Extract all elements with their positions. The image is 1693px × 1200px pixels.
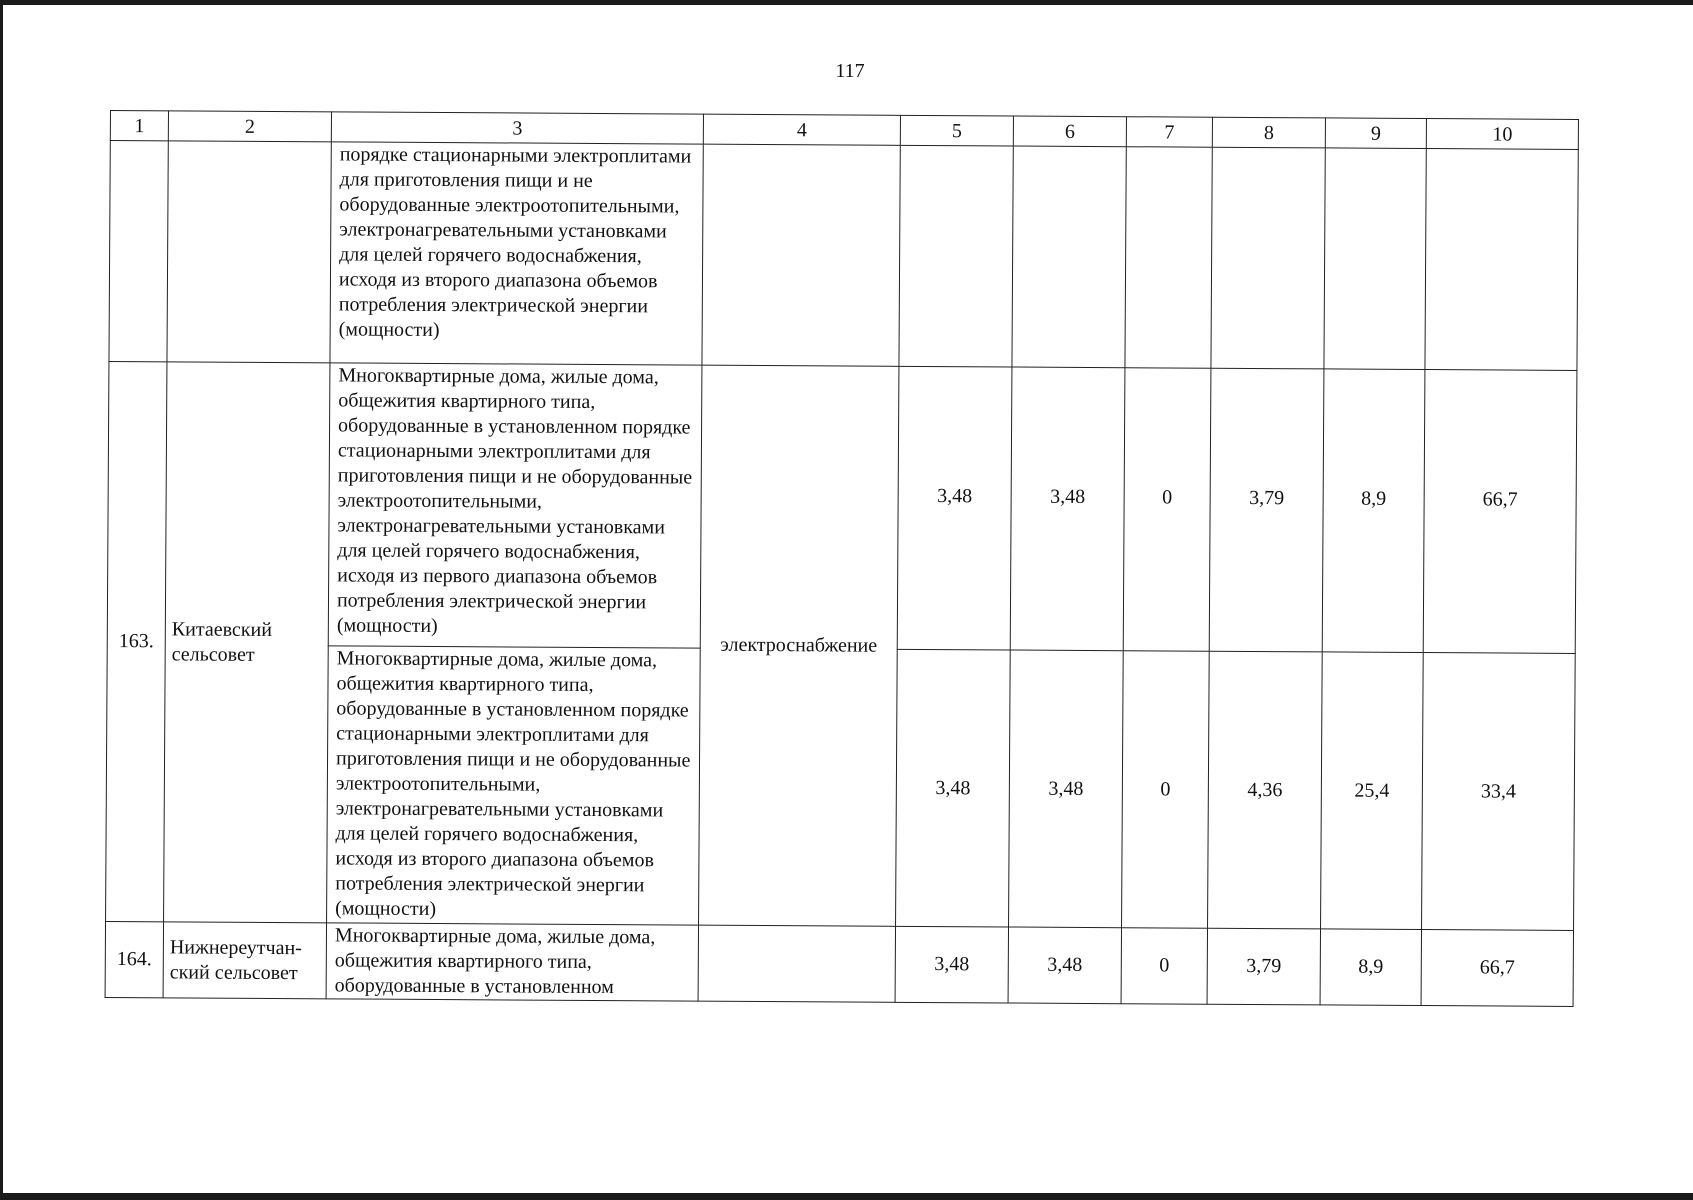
value-cell: 4,36 [1208,651,1323,929]
row-number: 164. [105,921,163,997]
description-cell: порядке стационарными электроплитами для приготовления пищи и не оборудованные электроотопительными, электронагревательными установками для целей горячего водоснабжения, исходя из второго диапазона объемов потребления электрической энергии (мощности) [330,142,703,365]
description-cell: Многоквартирные дома, жилые дома, общежития квартирного типа, оборудованные в установленном порядке стационарными электроплитами для приготовления пищи и не оборудованные электроотопительными, электронагревательными установками для целей горячего водоснабжения, исходя из второго диапазона объемов потребления электрической энергии (мощности) [327,646,701,925]
value-cell: 0 [1121,928,1207,1005]
page-number: 117 [835,60,865,82]
header-cell: 1 [110,111,168,141]
value-cell: 25,4 [1321,652,1424,930]
service-name [698,925,895,1002]
table-cell [899,145,1013,367]
table-row [107,361,1577,653]
value-cell: 0 [1122,651,1210,929]
value-cell: 0 [1123,368,1211,652]
municipality-name: Китаевский сельсовет [164,362,330,923]
table-cell [702,144,900,366]
header-cell: 9 [1325,118,1426,149]
value-cell: 8,9 [1320,929,1421,1006]
table-row [105,921,1573,1006]
value-cell: 3,48 [897,366,1012,650]
tariff-table [105,110,1579,1007]
value-cell: 3,48 [896,649,1011,927]
table-row [109,141,1578,371]
header-cell: 5 [900,115,1013,146]
description-cell: Многоквартирные дома, жилые дома, общежития квартирного типа, оборудованные в установленном [326,923,698,1001]
table-cell [109,141,168,362]
scan-left-edge [0,0,3,1200]
value-cell: 3,48 [1008,927,1121,1004]
table-cell [1425,149,1578,371]
value-cell: 8,9 [1322,369,1425,653]
value-cell: 3,79 [1209,368,1324,652]
municipality-name: Нижнереутчан-ский сельсовет [163,922,326,999]
header-cell: 10 [1426,119,1578,150]
table-cell [1211,147,1325,369]
header-cell: 2 [168,111,331,142]
value-cell: 3,48 [1010,367,1125,651]
row-number: 163. [106,361,167,921]
value-cell: 3,48 [895,926,1008,1003]
table-cell [1012,146,1126,368]
header-cell: 4 [703,114,900,145]
scan-top-edge [0,0,1693,5]
value-cell: 3,79 [1207,928,1320,1005]
header-cell: 6 [1013,116,1126,147]
table-cell [1125,147,1212,369]
value-cell: 66,7 [1423,370,1577,654]
table-cell [1324,148,1426,370]
header-cell: 7 [1126,117,1212,148]
table-cell [167,141,331,363]
header-cell: 8 [1212,117,1325,148]
service-name: электроснабжение [699,365,899,926]
value-cell: 66,7 [1421,930,1573,1007]
value-cell: 3,48 [1009,650,1124,928]
value-cell: 33,4 [1422,653,1576,931]
description-cell: Многоквартирные дома, жилые дома, общежития квартирного типа, оборудованные в установленном порядке стационарными электроплитами для приготовления пищи и не оборудованные электроотопительными, электронагревательными установками для целей горячего водоснабжения, исходя из первого диапазона объемов потребления электрической энергии (мощности) [328,363,702,648]
header-cell: 3 [331,112,703,144]
scan-bottom-edge [0,1193,1693,1200]
